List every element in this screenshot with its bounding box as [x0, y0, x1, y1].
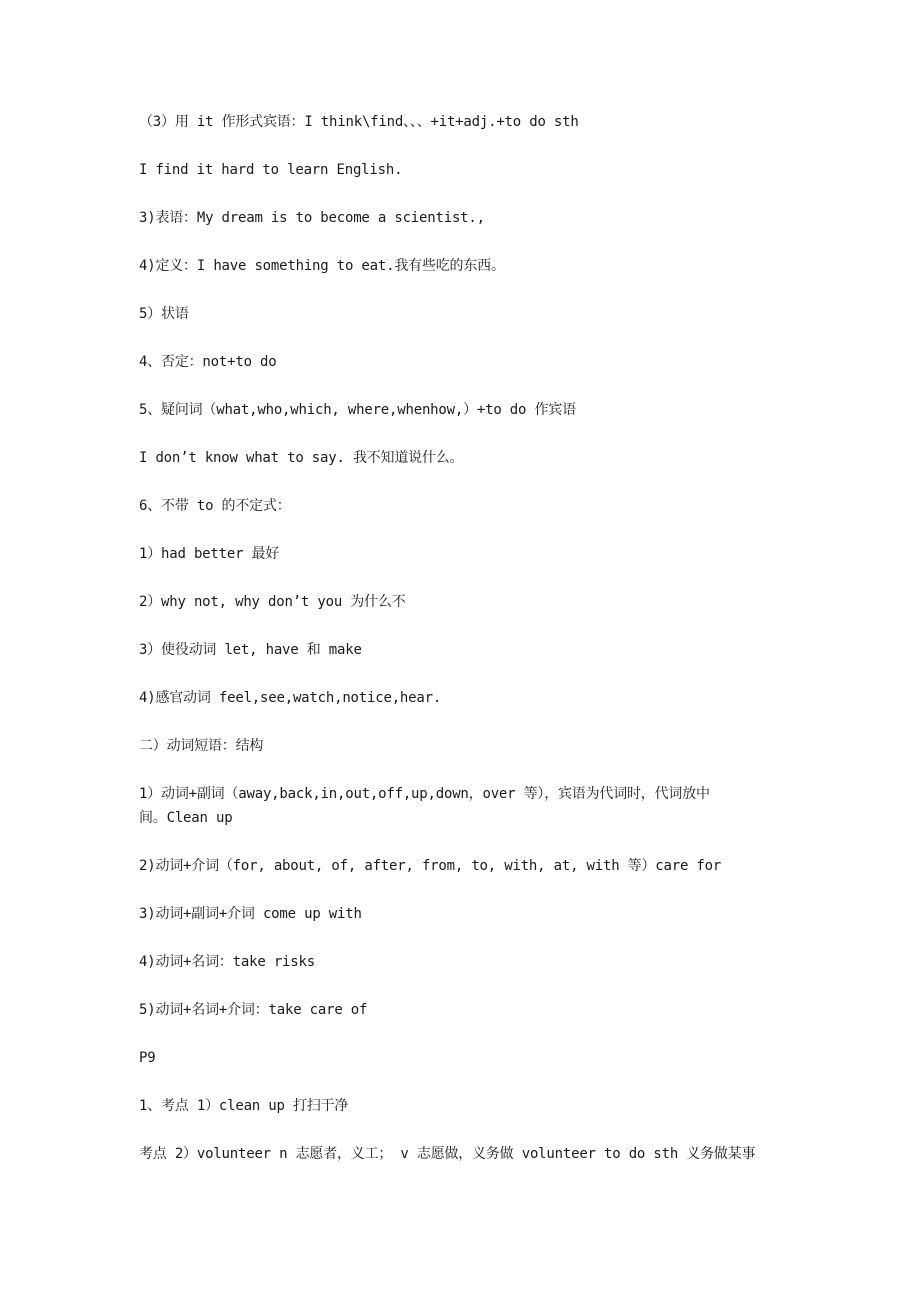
question-word-rule: 5、疑问词（what,who,which, where,whenhow,）+to do 作宾语 [139, 402, 576, 418]
negation-rule: 4、否定：not+to do [139, 354, 277, 370]
verb-noun-preposition-item: 5)动词+名词+介词：take care of [139, 1002, 368, 1018]
verb-adverb-item-line-1: 1）动词+副词（away,back,in,out,off,up,down，over 等），宾语为代词时，代词放中 [139, 786, 710, 802]
verb-adverb-preposition-item: 3)动词+副词+介词 come up with [139, 906, 362, 922]
formal-object-example: I find it hard to learn English. [139, 162, 403, 178]
question-word-example: I don’t know what to say. 我不知道说什么。 [139, 450, 464, 466]
attributive-rule: 4)定义：I have something to eat.我有些吃的东西。 [139, 258, 505, 274]
predicative-rule: 3)表语：My dream is to become a scientist., [139, 210, 485, 226]
bare-infinitive-heading: 6、不带 to 的不定式： [139, 498, 291, 514]
verb-noun-item: 4)动词+名词：take risks [139, 954, 315, 970]
verb-preposition-item: 2)动词+介词（for, about, of, after, from, to, with, at, with 等）care for [139, 858, 722, 874]
verb-adverb-item [139, 782, 789, 830]
causative-verbs-item: 3）使役动词 let, have 和 make [139, 642, 362, 658]
sensory-verbs-item: 4)感官动词 feel,see,watch,notice,hear. [139, 690, 442, 706]
verb-adverb-item-line-2: 间。Clean up [139, 810, 233, 826]
page-reference: P9 [139, 1050, 156, 1066]
had-better-item: 1）had better 最好 [139, 546, 280, 562]
key-point-1: 1、考点 1）clean up 打扫干净 [139, 1098, 349, 1114]
phrasal-verbs-heading: 二）动词短语：结构 [139, 738, 264, 754]
formal-object-rule: （3）用 it 作形式宾语：I think\find、、、+it+adj.+to do sth [139, 114, 579, 130]
key-point-2: 考点 2）volunteer n 志愿者，义工； v 志愿做，义务做 volunteer to do sth 义务做某事 [139, 1146, 756, 1162]
why-not-item: 2）why not, why don’t you 为什么不 [139, 594, 406, 610]
adverbial-rule: 5）状语 [139, 306, 189, 322]
document-body [139, 110, 789, 1166]
